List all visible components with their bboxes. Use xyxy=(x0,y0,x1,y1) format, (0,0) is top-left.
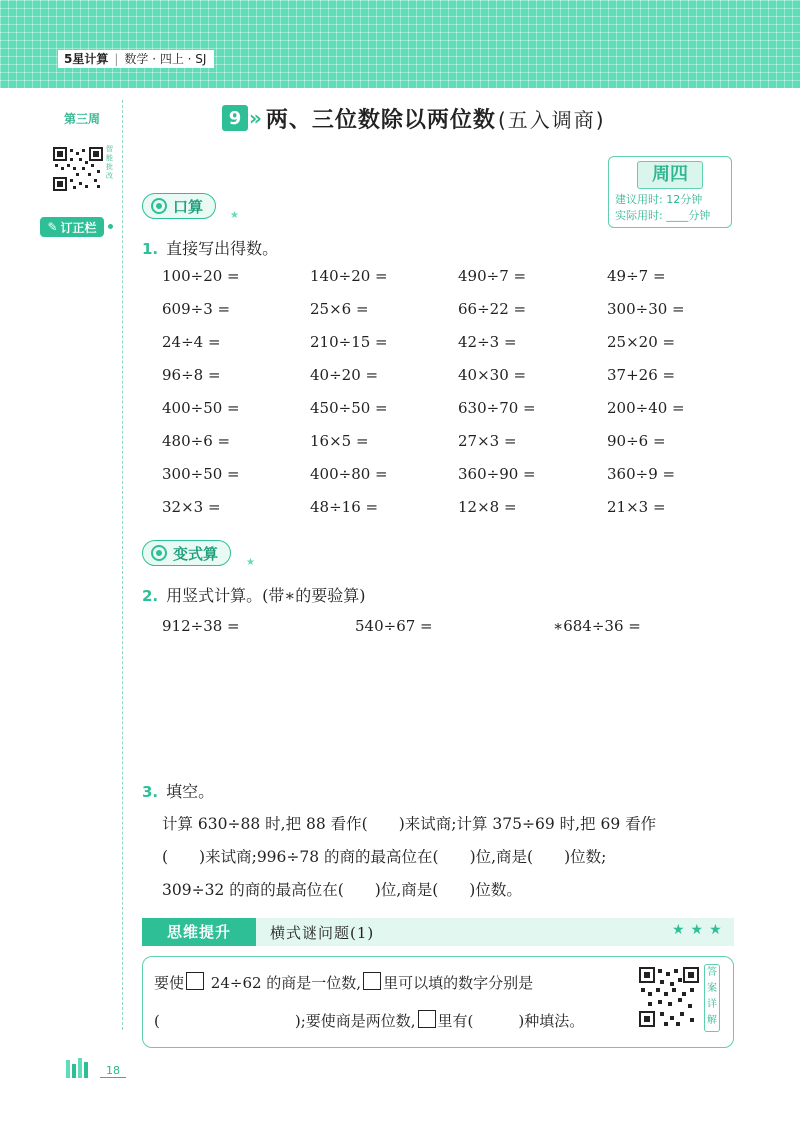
actual-time: 实际用时: ____分钟 xyxy=(615,209,711,222)
qr-code-icon[interactable] xyxy=(638,966,700,1028)
fill-blank-line: ( )来试商;996÷78 的商的最高位在( )位,商是( )位数; xyxy=(162,848,607,866)
pencil-icon: ✎ xyxy=(47,220,58,234)
fill-blank-line: 计算 630÷88 时,把 88 看作( )来试商;计算 375÷69 时,把 69 看作 xyxy=(162,815,657,833)
calc-item: 140÷20 = xyxy=(310,267,388,285)
blank-square xyxy=(186,972,204,990)
section-variant-label: 变式算 xyxy=(173,544,219,563)
question-number: 2. xyxy=(142,587,159,605)
lesson-title: 两、三位数除以两位数 xyxy=(265,107,496,133)
calc-item: 16×5 = xyxy=(310,432,369,450)
calc-item: 490÷7 = xyxy=(458,267,527,285)
section-variant-calc xyxy=(142,540,231,566)
calc-item: 300÷30 = xyxy=(607,300,685,318)
calc-item: 40×30 = xyxy=(458,366,527,384)
calc-item: 360÷9 = xyxy=(607,465,676,483)
suggested-time: 建议用时: 12分钟 xyxy=(615,193,703,206)
blank-square xyxy=(363,972,381,990)
calc-item: 200÷40 = xyxy=(607,399,685,417)
calc-item: 400÷80 = xyxy=(310,465,388,483)
lesson-subtitle: (五入调商) xyxy=(497,107,606,132)
calc-item: 21×3 = xyxy=(607,498,666,516)
question-number: 1. xyxy=(142,240,159,258)
puzzle-text: 里有( )种填法。 xyxy=(437,1012,585,1030)
puzzle-text: 24÷62 的商是一位数, xyxy=(210,974,362,992)
week-label: 第三周 xyxy=(63,112,100,126)
calc-item: 12×8 = xyxy=(458,498,517,516)
long-division-item: 540÷67 = xyxy=(355,617,433,635)
tag-divider: | xyxy=(114,52,119,66)
fill-blank-line: 309÷32 的商的最高位在( )位,商是( )位数。 xyxy=(162,881,522,899)
calc-item: 48÷16 = xyxy=(310,498,379,516)
calc-item: 609÷3 = xyxy=(162,300,231,318)
blank-square xyxy=(418,1010,436,1028)
calc-item: 100÷20 = xyxy=(162,267,240,285)
calc-item: 42÷3 = xyxy=(458,333,517,351)
calc-item: 32×3 = xyxy=(162,498,221,516)
calc-item: 450÷50 = xyxy=(310,399,388,417)
day-card xyxy=(608,156,732,228)
chevron-right-icon: » xyxy=(249,106,262,130)
calc-item: 25×20 = xyxy=(607,333,676,351)
series-tag xyxy=(58,50,214,68)
calc-item: 24÷4 = xyxy=(162,333,221,351)
calc-item: 96÷8 = xyxy=(162,366,221,384)
section-oral-label: 口算 xyxy=(173,197,204,216)
lesson-number: 9 xyxy=(222,105,248,131)
puzzle-text: 里可以填的数字分别是 xyxy=(383,974,534,992)
stopwatch-icon xyxy=(151,198,167,214)
question-3 xyxy=(142,779,214,802)
puzzle-text: 要使 xyxy=(154,974,185,992)
answer-note: 答案详解 xyxy=(704,964,720,1032)
long-division-item: 912÷38 = xyxy=(162,617,240,635)
calc-item: 40÷20 = xyxy=(310,366,379,384)
puzzle-line-2 xyxy=(154,1010,584,1031)
calc-item: 400÷50 = xyxy=(162,399,240,417)
correction-label: 订正栏 xyxy=(60,220,97,235)
books-icon xyxy=(64,1058,90,1078)
calc-item: 90÷6 = xyxy=(607,432,666,450)
calc-item: 630÷70 = xyxy=(458,399,536,417)
series-subject: 数学 · 四上 · SJ xyxy=(124,52,207,66)
calc-item: 25×6 = xyxy=(310,300,369,318)
section-oral-calc xyxy=(142,193,216,219)
calc-item: 360÷90 = xyxy=(458,465,536,483)
correction-dot xyxy=(108,224,113,229)
series-brand: 5星计算 xyxy=(64,52,109,66)
question-number: 3. xyxy=(142,783,159,801)
calc-item: 37+26 = xyxy=(607,366,676,384)
calc-item: 27×3 = xyxy=(458,432,517,450)
thinking-title: 横式谜问题(1) xyxy=(270,924,375,942)
correction-badge xyxy=(40,217,104,237)
calc-item: 49÷7 = xyxy=(607,267,666,285)
puzzle-line-1 xyxy=(154,972,533,993)
question-text: 直接写出得数。 xyxy=(166,239,279,258)
puzzle-text: ( );要使商是两位数, xyxy=(154,1012,416,1030)
qr-code-icon[interactable] xyxy=(52,146,104,192)
calc-item: 480÷6 = xyxy=(162,432,231,450)
star-rating: ★★★ xyxy=(672,922,728,938)
question-text: 用竖式计算。(带∗的要验算) xyxy=(166,586,366,605)
page-number: 18 xyxy=(100,1064,126,1078)
star-icon: ★ xyxy=(230,210,239,221)
question-2 xyxy=(142,583,366,606)
qr-side-note: 智能批改 xyxy=(106,145,113,180)
question-1 xyxy=(142,236,278,259)
question-text: 填空。 xyxy=(166,782,215,801)
sidebar-divider xyxy=(122,100,123,1030)
calc-item: 210÷15 = xyxy=(310,333,388,351)
star-icon: ★ xyxy=(246,557,255,568)
lesson-title-row xyxy=(222,101,606,135)
page-header xyxy=(0,0,800,88)
day-label: 周四 xyxy=(637,161,703,189)
calc-item: 66÷22 = xyxy=(458,300,527,318)
thinking-tag: 思维提升 xyxy=(142,918,256,946)
calc-item: 300÷50 = xyxy=(162,465,240,483)
long-division-item: ∗684÷36 = xyxy=(553,617,641,635)
target-icon xyxy=(151,545,167,561)
